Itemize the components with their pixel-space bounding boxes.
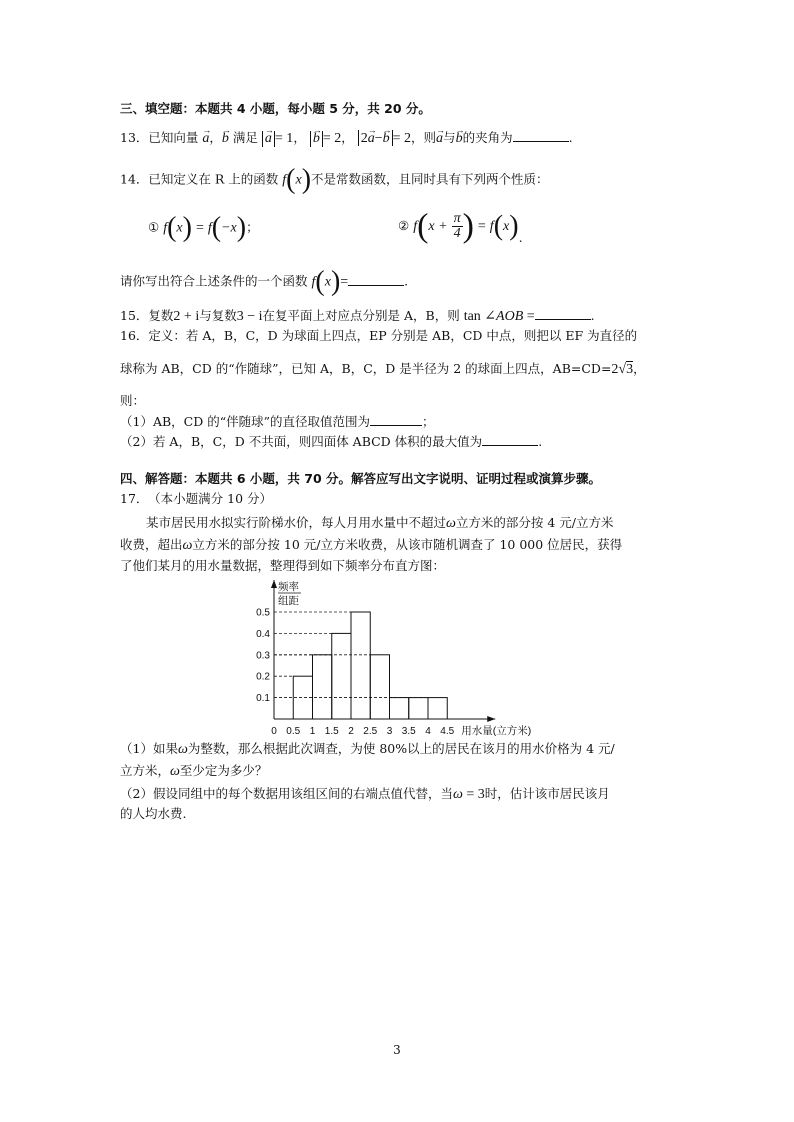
q17-sub2-eq: = 3 xyxy=(462,787,485,802)
y-tick-label: 0.5 xyxy=(256,607,270,619)
p2-paren-close-2: ) xyxy=(509,210,519,242)
q15-number: 15． xyxy=(120,308,149,323)
x-tick-label: 1.5 xyxy=(324,726,339,737)
sqrt-radicand: 3 xyxy=(626,362,634,377)
p2-eq: = xyxy=(477,219,486,234)
p1-eq: = xyxy=(195,220,204,236)
histogram-bar xyxy=(351,612,370,719)
q17-sub1-text-3: 立方米， xyxy=(120,763,171,778)
answer-blank[interactable] xyxy=(370,413,422,426)
q17-sub2-text-2: 时，估计该市居民该月 xyxy=(484,786,610,801)
p2-paren-open: ( xyxy=(417,207,429,245)
histogram-bar xyxy=(332,633,351,719)
omega-3: ω xyxy=(177,742,188,757)
q13-eq3: = 2 xyxy=(392,131,412,146)
q13-text-3: ，则 xyxy=(411,130,437,145)
answer-blank[interactable] xyxy=(535,307,591,320)
q14-text-2: 不是常数函数，且同时具有下列两个性质： xyxy=(311,171,549,187)
p1-paren-close-2: ) xyxy=(236,212,247,243)
question-17-title xyxy=(120,491,272,507)
ask-f: f xyxy=(311,274,316,290)
tan-angle: tan ∠ xyxy=(463,309,497,324)
q13-eq2: = 2 xyxy=(322,131,342,146)
q14-ask-text: 请你写出符合上述条件的一个函数 xyxy=(120,273,308,289)
answer-blank[interactable] xyxy=(482,433,538,446)
section-4-header: 四、解答题：本题共 6 小题，共 70 分。解答应写出文字说明、证明过程或演算步骤。 xyxy=(120,471,602,486)
omega-2: ω xyxy=(182,538,193,553)
y-tick-label: 0.4 xyxy=(256,628,270,640)
property-2 xyxy=(398,207,523,245)
y-tick-label: 0.3 xyxy=(256,650,270,662)
p1-x: x xyxy=(176,220,183,236)
ask-end: . xyxy=(404,273,409,289)
q17-sub1-text-2: 为整数，那么根据此次调查，为使 80%以上的居民在该月的用水价格为 4 元/ xyxy=(187,741,615,756)
abs2-b: → b xyxy=(383,131,390,147)
x-axis-arrow xyxy=(487,716,495,722)
q17-sub1-text-4: 至少定为多少？ xyxy=(179,763,268,778)
q15-text-3: 在复平面上对应点分别是 A，B，则 xyxy=(262,308,460,323)
section-3-header: 三、填空题：本题共 4 小题，每小题 5 分，共 20 分。 xyxy=(120,101,431,116)
func-f: f xyxy=(282,172,287,188)
frac-den: 4 xyxy=(453,226,461,241)
frac-num: π xyxy=(453,211,461,226)
p1-negx: −x xyxy=(221,220,237,236)
q16-sub1-text: （1）AB，CD 的“伴随球”的直径取值范围为 xyxy=(120,414,371,429)
q13-comma-3: ， xyxy=(341,130,354,145)
sqrt-symbol: √ xyxy=(618,362,627,377)
histogram-bar xyxy=(428,698,447,719)
p2-paren-open-2: ( xyxy=(493,210,504,242)
minus-sign: − xyxy=(374,131,383,146)
q13-text-4: 的夹角为 xyxy=(462,130,513,145)
q13-comma-2: ， xyxy=(293,130,306,145)
abs-b-vec: → b xyxy=(313,131,320,147)
ask-paren-open: ( xyxy=(315,266,325,297)
x-tick-label: 4 xyxy=(425,726,431,737)
p1-paren-close: ) xyxy=(182,212,192,243)
omega-5: ω xyxy=(452,787,463,802)
var-x: x xyxy=(295,172,302,188)
q17-number: 17． xyxy=(120,491,149,506)
x-tick-label: 3.5 xyxy=(401,726,416,737)
q16-text-2: 球称为 AB，CD 的“作随球”，已知 A，B，C，D 是半径为 2 的球面上四点，AB=CD= xyxy=(120,361,612,376)
q16-number: 16． xyxy=(120,328,149,343)
histogram-bar xyxy=(370,655,389,719)
q16-sub2-end: . xyxy=(538,434,543,449)
p1-paren-open: ( xyxy=(167,212,177,243)
q17-para-1 xyxy=(146,515,614,532)
sqrt-coef: 2 xyxy=(611,362,619,377)
complex-1: 2 + i xyxy=(173,309,200,324)
x-tick-label-origin: 0 xyxy=(271,726,277,737)
q13-text-2: 满足 xyxy=(232,130,258,145)
complex-2: 3 − i xyxy=(236,309,263,324)
property-1 xyxy=(148,212,259,243)
q17-para-2 xyxy=(120,537,622,554)
q14-text: 已知定义在 R 上的函数 xyxy=(148,171,279,187)
circled-two: ② xyxy=(398,218,410,233)
q17-sub-1 xyxy=(120,741,615,758)
fraction-pi-over-4 xyxy=(452,212,463,241)
angle-aob: AOB xyxy=(496,309,524,324)
x-tick-label: 3 xyxy=(386,726,393,737)
q17-para1-text: 某市居民用水拟实行阶梯水价，每人月用水量中不超过 xyxy=(146,515,447,530)
coef-two: 2 xyxy=(360,131,368,146)
q13-comma: ， xyxy=(209,130,222,145)
question-16-line-2 xyxy=(120,361,646,378)
q17-para-3: 了他们某月的用水量数据，整理得到如下频率分布直方图： xyxy=(120,558,446,573)
question-16-line-3: 则： xyxy=(120,393,146,408)
x-axis-label: 用水量(立方米) xyxy=(461,725,532,737)
q17-para1-text-2: 立方米的部分按 4 元/立方米 xyxy=(455,515,614,530)
question-16-sub-2 xyxy=(120,433,542,450)
ask-eq: = xyxy=(340,274,349,290)
ask-paren-close: ) xyxy=(330,266,341,297)
q13-number: 13． xyxy=(120,130,149,145)
x-tick-label: 4.5 xyxy=(440,726,455,737)
circled-one: ① xyxy=(148,219,160,235)
abs-2a-minus-b xyxy=(358,130,393,146)
x-tick-label: 2 xyxy=(348,726,354,737)
paren-open: ( xyxy=(286,164,296,195)
answer-blank[interactable] xyxy=(348,273,404,286)
p1-f: f xyxy=(163,220,168,236)
q17-sub-2-cont: 的人均水费. xyxy=(120,806,187,821)
p2-f: f xyxy=(413,219,418,234)
x-tick-label: 0.5 xyxy=(286,726,301,737)
q14-ask xyxy=(120,266,409,297)
y-axis-arrow xyxy=(271,580,277,588)
paren-close: ) xyxy=(301,164,312,195)
q13-eq1: = 1 xyxy=(274,131,294,146)
abs2-a: → a xyxy=(368,131,375,147)
p2-f2: f xyxy=(489,219,494,234)
angle-vec-b: → b xyxy=(456,131,463,147)
y-axis-label-top: 频率 xyxy=(278,581,299,593)
question-16-line-1 xyxy=(120,328,637,344)
q17-para2-text: 收费，超出 xyxy=(120,537,183,552)
q15-end: . xyxy=(590,308,595,323)
y-axis-label-bottom: 组距 xyxy=(278,595,299,607)
y-tick-label: 0.1 xyxy=(256,693,270,705)
q17-sub-2 xyxy=(120,786,610,803)
frequency-histogram xyxy=(240,578,560,740)
x-tick-label: 1 xyxy=(309,726,316,737)
abs-a-vec: → a xyxy=(265,131,272,147)
abs-a xyxy=(262,131,275,147)
ask-x: x xyxy=(324,274,331,290)
q17-sub-1-cont xyxy=(120,763,267,780)
omega-4: ω xyxy=(170,764,180,779)
vector-b: → b xyxy=(222,131,229,147)
question-16-sub-1 xyxy=(120,413,435,430)
q15-text-2: 与复数 xyxy=(199,308,237,323)
q16-line2-end: ， xyxy=(633,361,646,376)
histogram-bar xyxy=(390,698,409,719)
q14-number: 14． xyxy=(120,171,149,187)
question-13 xyxy=(120,129,573,147)
angle-vec-a: → a xyxy=(436,131,443,147)
answer-blank[interactable] xyxy=(513,129,569,142)
q16-sub1-end: ； xyxy=(422,414,435,429)
p1-f2: f xyxy=(207,220,212,236)
q17-sub1-text: （1）如果 xyxy=(120,741,178,756)
histogram-bar xyxy=(313,655,332,719)
q17-sub2-text: （2）假设同组中的每个数据用该组区间的右端点值代替，当 xyxy=(120,786,453,801)
y-tick-label: 0.2 xyxy=(256,671,270,683)
abs-b xyxy=(310,131,323,147)
question-14 xyxy=(120,164,549,195)
omega-1: ω xyxy=(446,516,456,531)
q16-sub2-text: （2）若 A，B，C，D 不共面，则四面体 ABCD 体积的最大值为 xyxy=(120,434,483,449)
p2-x-plus: x + xyxy=(428,219,448,234)
q17-para2-text-2: 立方米的部分按 10 元/立方米收费，从该市随机调查了 10 000 位居民，获得 xyxy=(192,537,623,552)
q13-and: 与 xyxy=(443,130,456,145)
q13-text: 已知向量 xyxy=(148,130,199,145)
q17-score: （本小题满分 10 分） xyxy=(154,491,273,506)
q15-eq: = xyxy=(523,309,535,324)
p1-paren-open-2: ( xyxy=(211,212,222,243)
vector-a: → a xyxy=(202,131,209,147)
histogram-bar xyxy=(409,698,428,719)
x-tick-label: 2.5 xyxy=(363,726,378,737)
p2-end: . xyxy=(518,230,523,245)
question-15 xyxy=(120,307,595,325)
p2-x2: x xyxy=(503,219,510,234)
q13-end: . xyxy=(568,130,573,145)
p2-paren-close: ) xyxy=(462,207,474,245)
q16-text: 定义：若 A，B，C，D 为球面上四点，EP 分别是 AB，CD 中点，则把以 EF 为直径的 xyxy=(148,328,638,343)
q15-text: 复数 xyxy=(148,308,174,323)
page-number: 3 xyxy=(393,1043,401,1057)
p1-end: ； xyxy=(246,219,259,235)
